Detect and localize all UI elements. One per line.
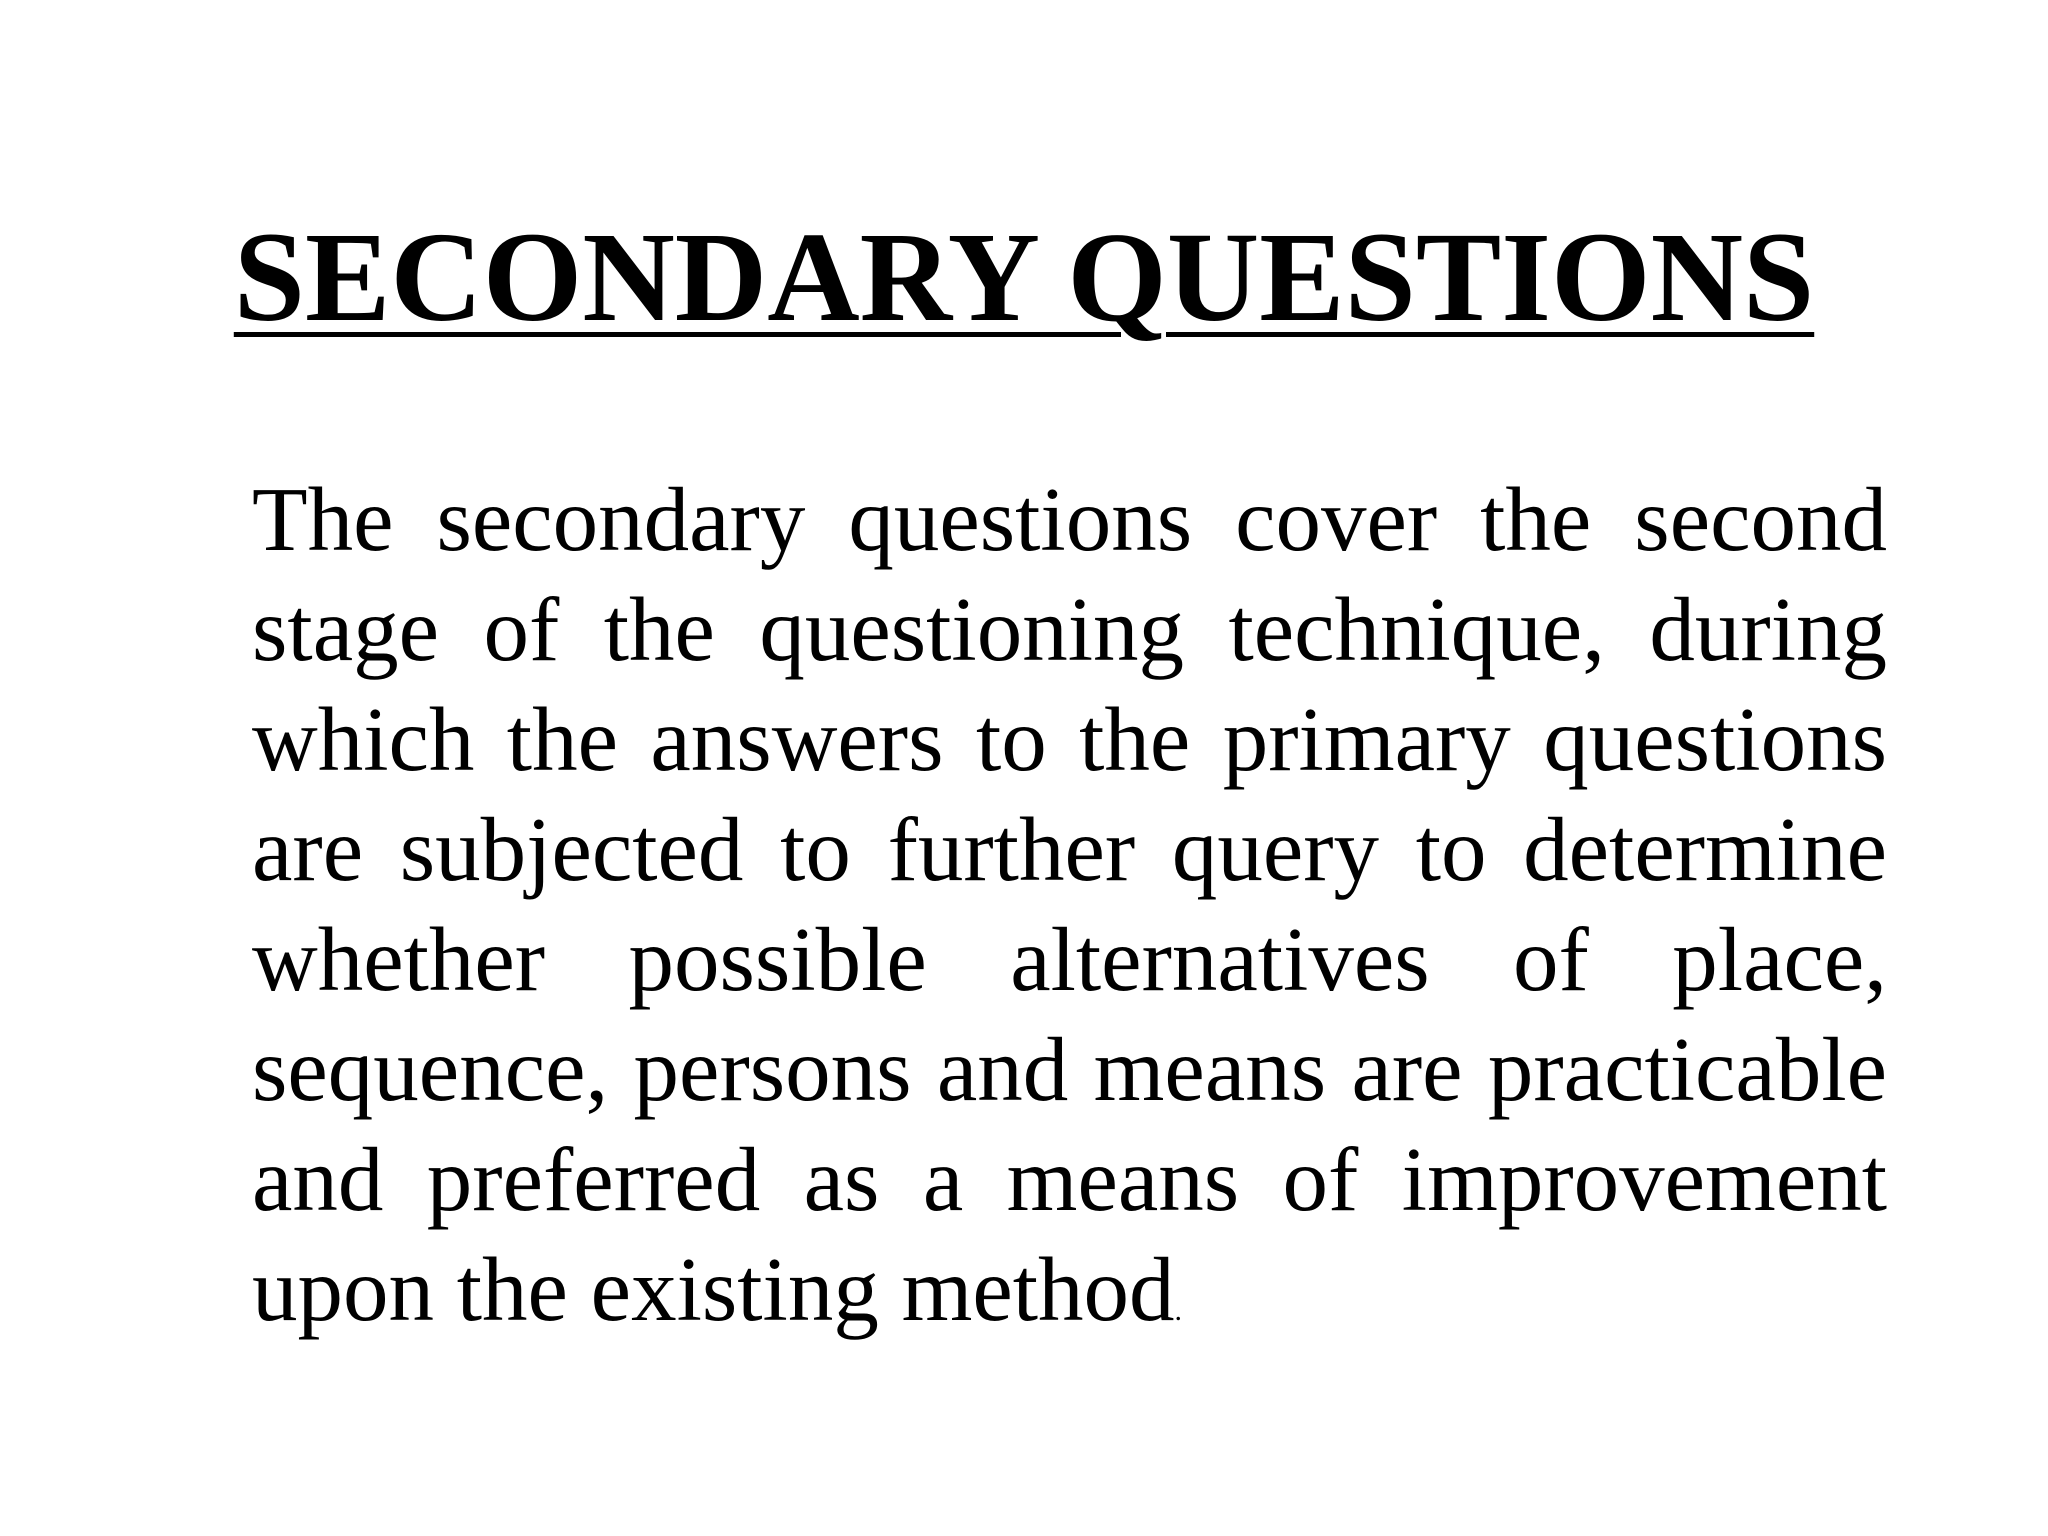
slide-body-paragraph bbox=[252, 465, 1887, 1366]
slide-title: SECONDARY QUESTIONS bbox=[233, 206, 1815, 348]
body-text: The secondary questions cover the second stage of the questioning technique, during which the answers to the primary questions are subjected to further query to determine whether possible alternatives of place, sequence, persons and means are practicable and preferred as a means of improvement upon the existing method bbox=[252, 469, 1887, 1340]
body-period: . bbox=[1174, 1294, 1183, 1327]
